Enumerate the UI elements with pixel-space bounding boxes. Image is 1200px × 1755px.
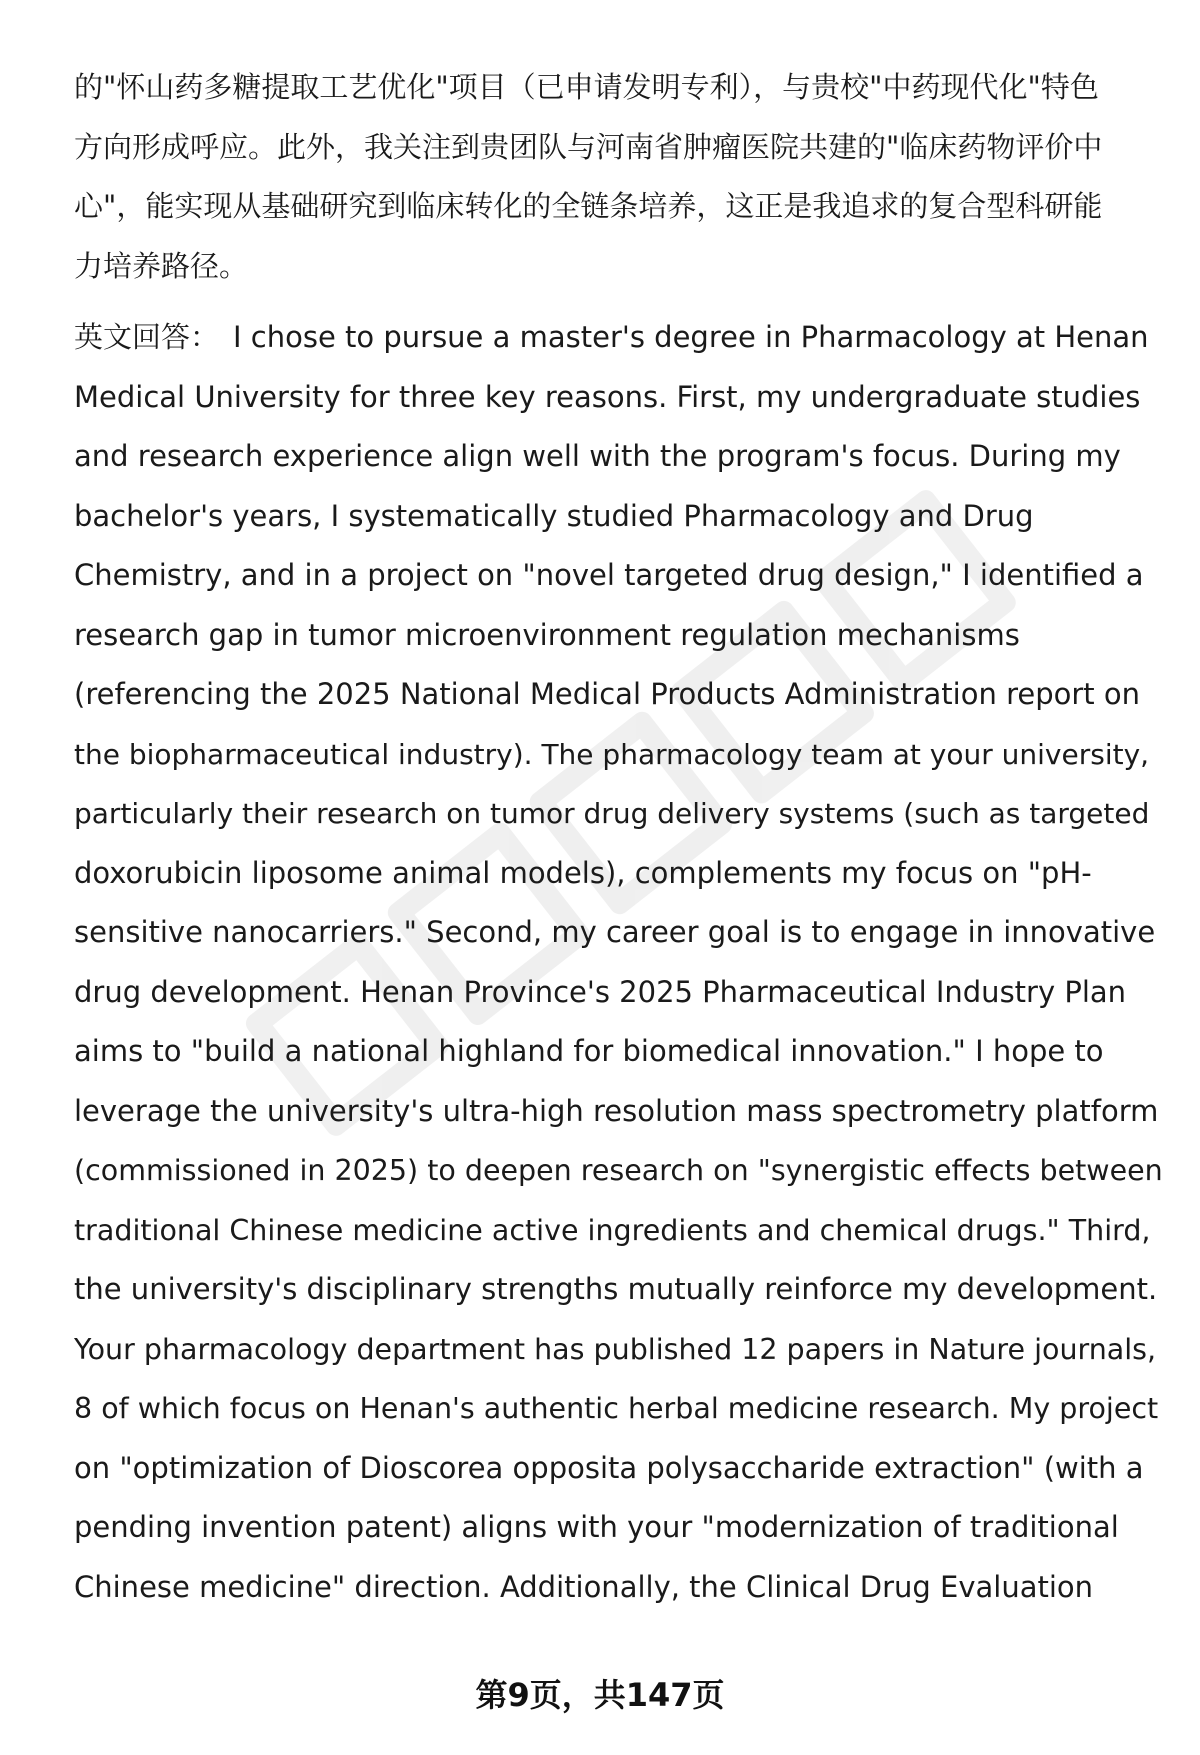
- text-line: 方向形成呼应。此外，我关注到贵团队与河南省肿瘤医院共建的"临床药物评价中: [74, 129, 1103, 164]
- text-line: traditional Chinese medicine active ingredients and chemical drugs." Third,: [74, 1213, 1151, 1247]
- english-answer-paragraph: [74, 308, 1164, 1617]
- text-line: the university's disciplinary strengths mutually reinforce my development.: [74, 1272, 1158, 1306]
- text-line: bachelor's years, I systematically studied Pharmacology and Drug: [74, 498, 1034, 533]
- text-line: leverage the university's ultra-high resolution mass spectrometry platform: [74, 1093, 1159, 1128]
- text-line: (referencing the 2025 National Medical Products Administration report on: [74, 677, 1140, 711]
- text-line: particularly their research on tumor drug delivery systems (such as targeted: [74, 797, 1150, 830]
- text-line: 力培养路径。: [74, 248, 249, 283]
- text-line: Your pharmacology department has published 12 papers in Nature journals,: [74, 1332, 1157, 1366]
- answer-first-line: I chose to pursue a master's degree in Pharmacology at Henan: [233, 320, 1149, 354]
- text-line: and research experience align well with the program's focus. During my: [74, 439, 1121, 473]
- chinese-paragraph: [74, 58, 1164, 296]
- text-line: the biopharmaceutical industry). The pharmacology team at your university,: [74, 737, 1150, 771]
- text-line-first: [74, 308, 1164, 368]
- text-line: Chemistry, and in a project on "novel targeted drug design," I identified a: [74, 558, 1144, 592]
- text-line: research gap in tumor microenvironment regulation mechanisms: [74, 617, 1020, 652]
- document-body: [74, 58, 1164, 1617]
- text-line: Medical University for three key reasons. First, my undergraduate studies: [74, 379, 1141, 414]
- text-line: (commissioned in 2025) to deepen research on "synergistic effects between: [74, 1154, 1163, 1187]
- text-line: aims to "build a national highland for biomedical innovation." I hope to: [74, 1034, 1104, 1068]
- text-line: doxorubicin liposome animal models), complements my focus on "pH-: [74, 855, 1092, 890]
- text-line: 8 of which focus on Henan's authentic herbal medicine research. My project: [74, 1392, 1159, 1425]
- text-line: sensitive nanocarriers." Second, my career goal is to engage in innovative: [74, 915, 1156, 949]
- text-line: 的"怀山药多糖提取工艺优化"项目（已申请发明专利），与贵校"中药现代化"特色: [74, 70, 1099, 104]
- page-number-footer: 第9页，共147页: [475, 1676, 725, 1714]
- text-line: drug development. Henan Province's 2025 Pharmaceutical Industry Plan: [74, 974, 1127, 1009]
- text-line: pending invention patent) aligns with your "modernization of traditional: [74, 1510, 1119, 1544]
- text-line: Chinese medicine" direction. Additionally, the Clinical Drug Evaluation: [74, 1569, 1094, 1604]
- text-line: on "optimization of Dioscorea opposita polysaccharide extraction" (with a: [74, 1450, 1144, 1485]
- text-line: 心"，能实现从基础研究到临床转化的全链条培养，这正是我追求的复合型科研能: [74, 189, 1103, 223]
- answer-label: 英文回答：: [74, 320, 220, 354]
